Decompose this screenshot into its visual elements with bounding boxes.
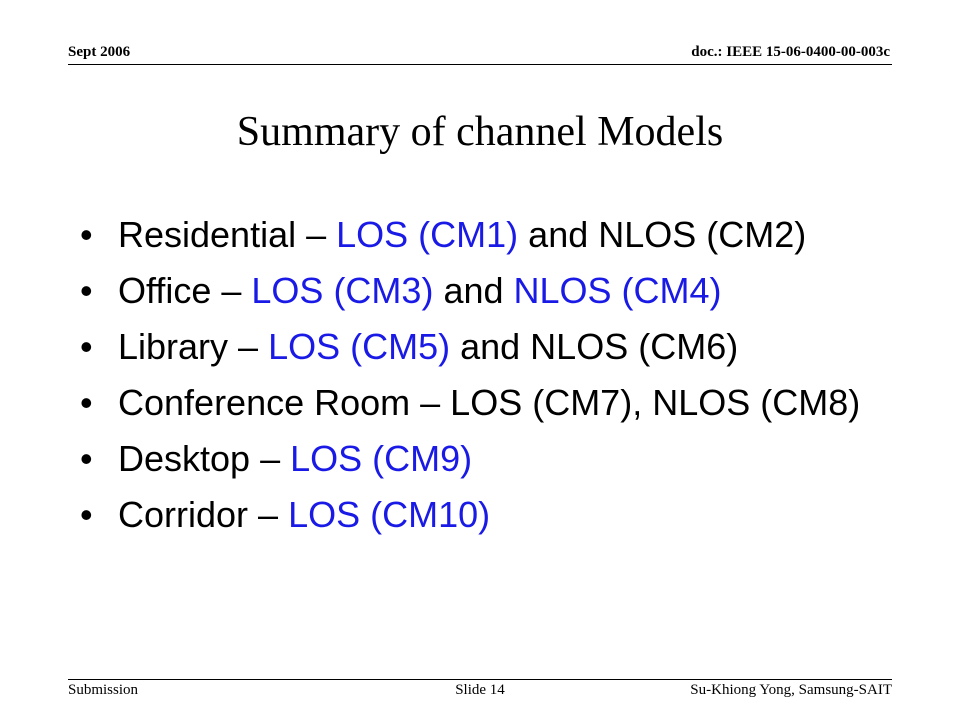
bullet-text-part: Office – bbox=[118, 270, 252, 311]
bullet-list bbox=[80, 212, 900, 548]
bullet-text-part-highlight: LOS (CM10) bbox=[288, 494, 491, 535]
bullet-item bbox=[80, 380, 900, 426]
bullet-text-part-highlight: LOS (CM3) bbox=[251, 270, 434, 311]
bullet-icon: • bbox=[80, 382, 93, 423]
bullet-item bbox=[80, 268, 900, 314]
bullet-text-part: Desktop – bbox=[118, 438, 291, 479]
bullet-text-part: and NLOS (CM6) bbox=[450, 326, 739, 367]
bullet-text-part: and bbox=[433, 270, 514, 311]
footer-author: Su-Khiong Yong, Samsung-SAIT bbox=[690, 682, 892, 698]
bullet-text-part: and NLOS (CM2) bbox=[518, 214, 807, 255]
bullet-text-part: Library – bbox=[118, 326, 269, 367]
footer-slide-number: Slide 14 bbox=[455, 682, 505, 698]
footer-divider bbox=[68, 679, 892, 680]
header-doc-id: doc.: IEEE 15-06-0400-00-003c bbox=[691, 44, 890, 60]
bullet-icon: • bbox=[80, 494, 93, 535]
bullet-item bbox=[80, 436, 900, 482]
header-divider bbox=[68, 64, 892, 65]
slide-title: Summary of channel Models bbox=[236, 109, 724, 155]
bullet-text-part-highlight: NLOS (CM4) bbox=[513, 270, 722, 311]
bullet-item bbox=[80, 212, 900, 258]
bullet-icon: • bbox=[80, 214, 93, 255]
header-date: Sept 2006 bbox=[68, 44, 131, 60]
bullet-icon: • bbox=[80, 326, 93, 367]
bullet-icon: • bbox=[80, 270, 93, 311]
bullet-item bbox=[80, 324, 900, 370]
footer-submission: Submission bbox=[68, 682, 139, 698]
bullet-text-part: Residential – bbox=[118, 214, 337, 255]
bullet-icon: • bbox=[80, 438, 93, 479]
bullet-item bbox=[80, 492, 900, 538]
bullet-text-part: Corridor – bbox=[118, 494, 289, 535]
bullet-text-part-highlight: LOS (CM9) bbox=[290, 438, 473, 479]
bullet-text-part: Conference Room – LOS (CM7), NLOS (CM8) bbox=[118, 382, 861, 423]
bullet-text-part-highlight: LOS (CM1) bbox=[336, 214, 519, 255]
bullet-text-part-highlight: LOS (CM5) bbox=[268, 326, 451, 367]
